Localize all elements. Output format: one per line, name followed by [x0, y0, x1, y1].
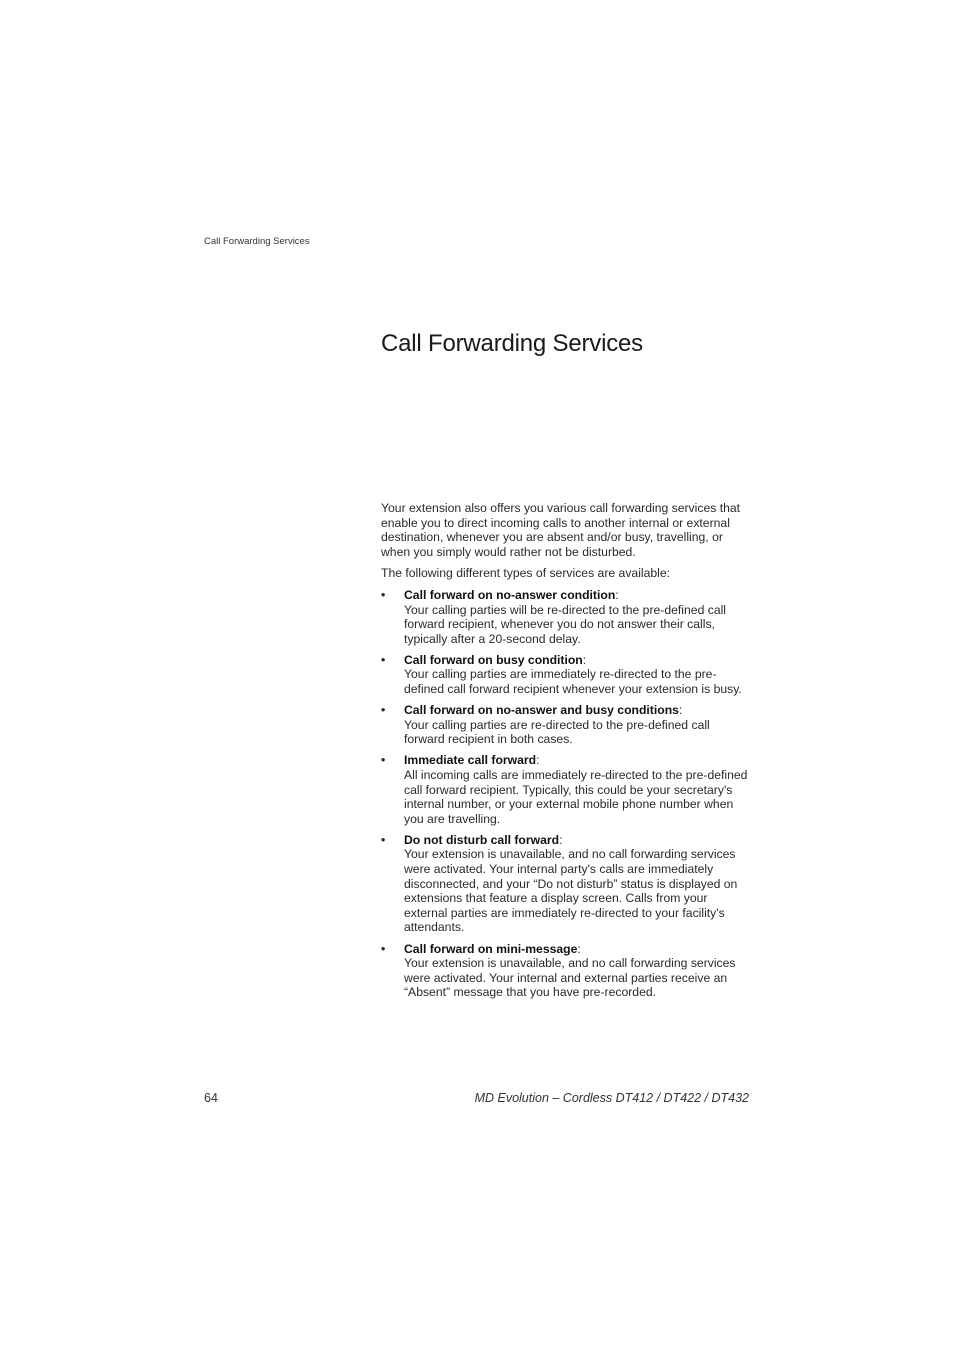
service-description: Your extension is unavailable, and no call forwarding services were activated. Your internal and external parties receive an “Absent” message that you have pre-recorded. [404, 956, 736, 1000]
lead-paragraph: The following different types of services are available: [381, 566, 671, 581]
running-header: Call Forwarding Services [204, 236, 310, 247]
bullet-icon: • [381, 941, 386, 956]
service-title: Immediate call forward [404, 753, 537, 768]
bullet-icon: • [381, 753, 386, 768]
page-title: Call Forwarding Services [381, 330, 643, 357]
service-title: Call forward on mini-message [404, 941, 578, 956]
service-item-busy: • Call forward on busy condition: Your calling parties are immediately re-directed to the pre-defined call forward recipient whenever your extension is busy. [381, 652, 742, 697]
bullet-icon: • [381, 832, 386, 847]
service-item-immediate: • Immediate call forward: All incoming calls are immediately re-directed to the pre-defined call forward recipient. Typically, this could be your secretary's internal number, or your external mobile phone number when you are travelling. [381, 753, 748, 826]
bullet-icon: • [381, 587, 386, 602]
service-description: Your calling parties will be re-directed to the pre-defined call forward recipient, whenever you do not answer their calls, typically after a 20-second delay. [404, 602, 727, 646]
service-description: Your extension is unavailable, and no call forwarding services were activated. Your internal party's calls are immediately disconnected, and your “Do not disturb” status is displayed on extensions that feature a display screen. Calls from your external parties are immediately re-directed to your facility's attendants. [404, 847, 738, 935]
service-description: Your calling parties are re-directed to the pre-defined call forward recipient in both cases. [404, 717, 710, 747]
main-content [381, 501, 751, 1006]
service-title: Do not disturb call forward [404, 832, 560, 847]
footer-product-name: MD Evolution – Cordless DT412 / DT422 / DT432 [474, 1091, 749, 1105]
services-list [381, 588, 751, 1000]
service-item-no-answer-busy: • Call forward on no-answer and busy conditions: Your calling parties are re-directed to the pre-defined call forward recipient in both cases. [381, 703, 710, 747]
service-item-no-answer: • Call forward on no-answer condition: Your calling parties will be re-directed to the pre-defined call forward recipient, whenever you do not answer their calls, typically after a 20-second delay. [381, 587, 727, 646]
bullet-icon: • [381, 703, 386, 718]
service-item-mini-message: • Call forward on mini-message: Your extension is unavailable, and no call forwarding services were activated. Your internal and external parties receive an “Absent” message that you have pre-recorded. [381, 941, 736, 1000]
service-title: Call forward on no-answer condition [404, 587, 616, 602]
service-title: Call forward on busy condition [404, 652, 583, 667]
page-number: 64 [204, 1091, 218, 1105]
service-item-do-not-disturb: • Do not disturb call forward: Your extension is unavailable, and no call forwarding services were activated. Your internal party's calls are immediately disconnected, and your “Do not disturb” status is displayed on extensions that feature a display screen. Calls from your external parties are immediately re-directed to your facility's attendants. [381, 832, 738, 935]
service-description: All incoming calls are immediately re-directed to the pre-defined call forward recipient. Typically, this could be your secretary's internal number, or your external mobile phone number when you are travelling. [404, 768, 748, 826]
service-description: Your calling parties are immediately re-directed to the pre-defined call forward recipient whenever your extension is busy. [404, 667, 742, 697]
intro-paragraph: Your extension also offers you various call forwarding services that enable you to direct incoming calls to another internal or external destination, whenever you are absent and/or busy, travelling, or when you simply would rather not be disturbed. [381, 501, 741, 559]
bullet-icon: • [381, 652, 386, 667]
service-title: Call forward on no-answer and busy conditions [404, 703, 679, 718]
